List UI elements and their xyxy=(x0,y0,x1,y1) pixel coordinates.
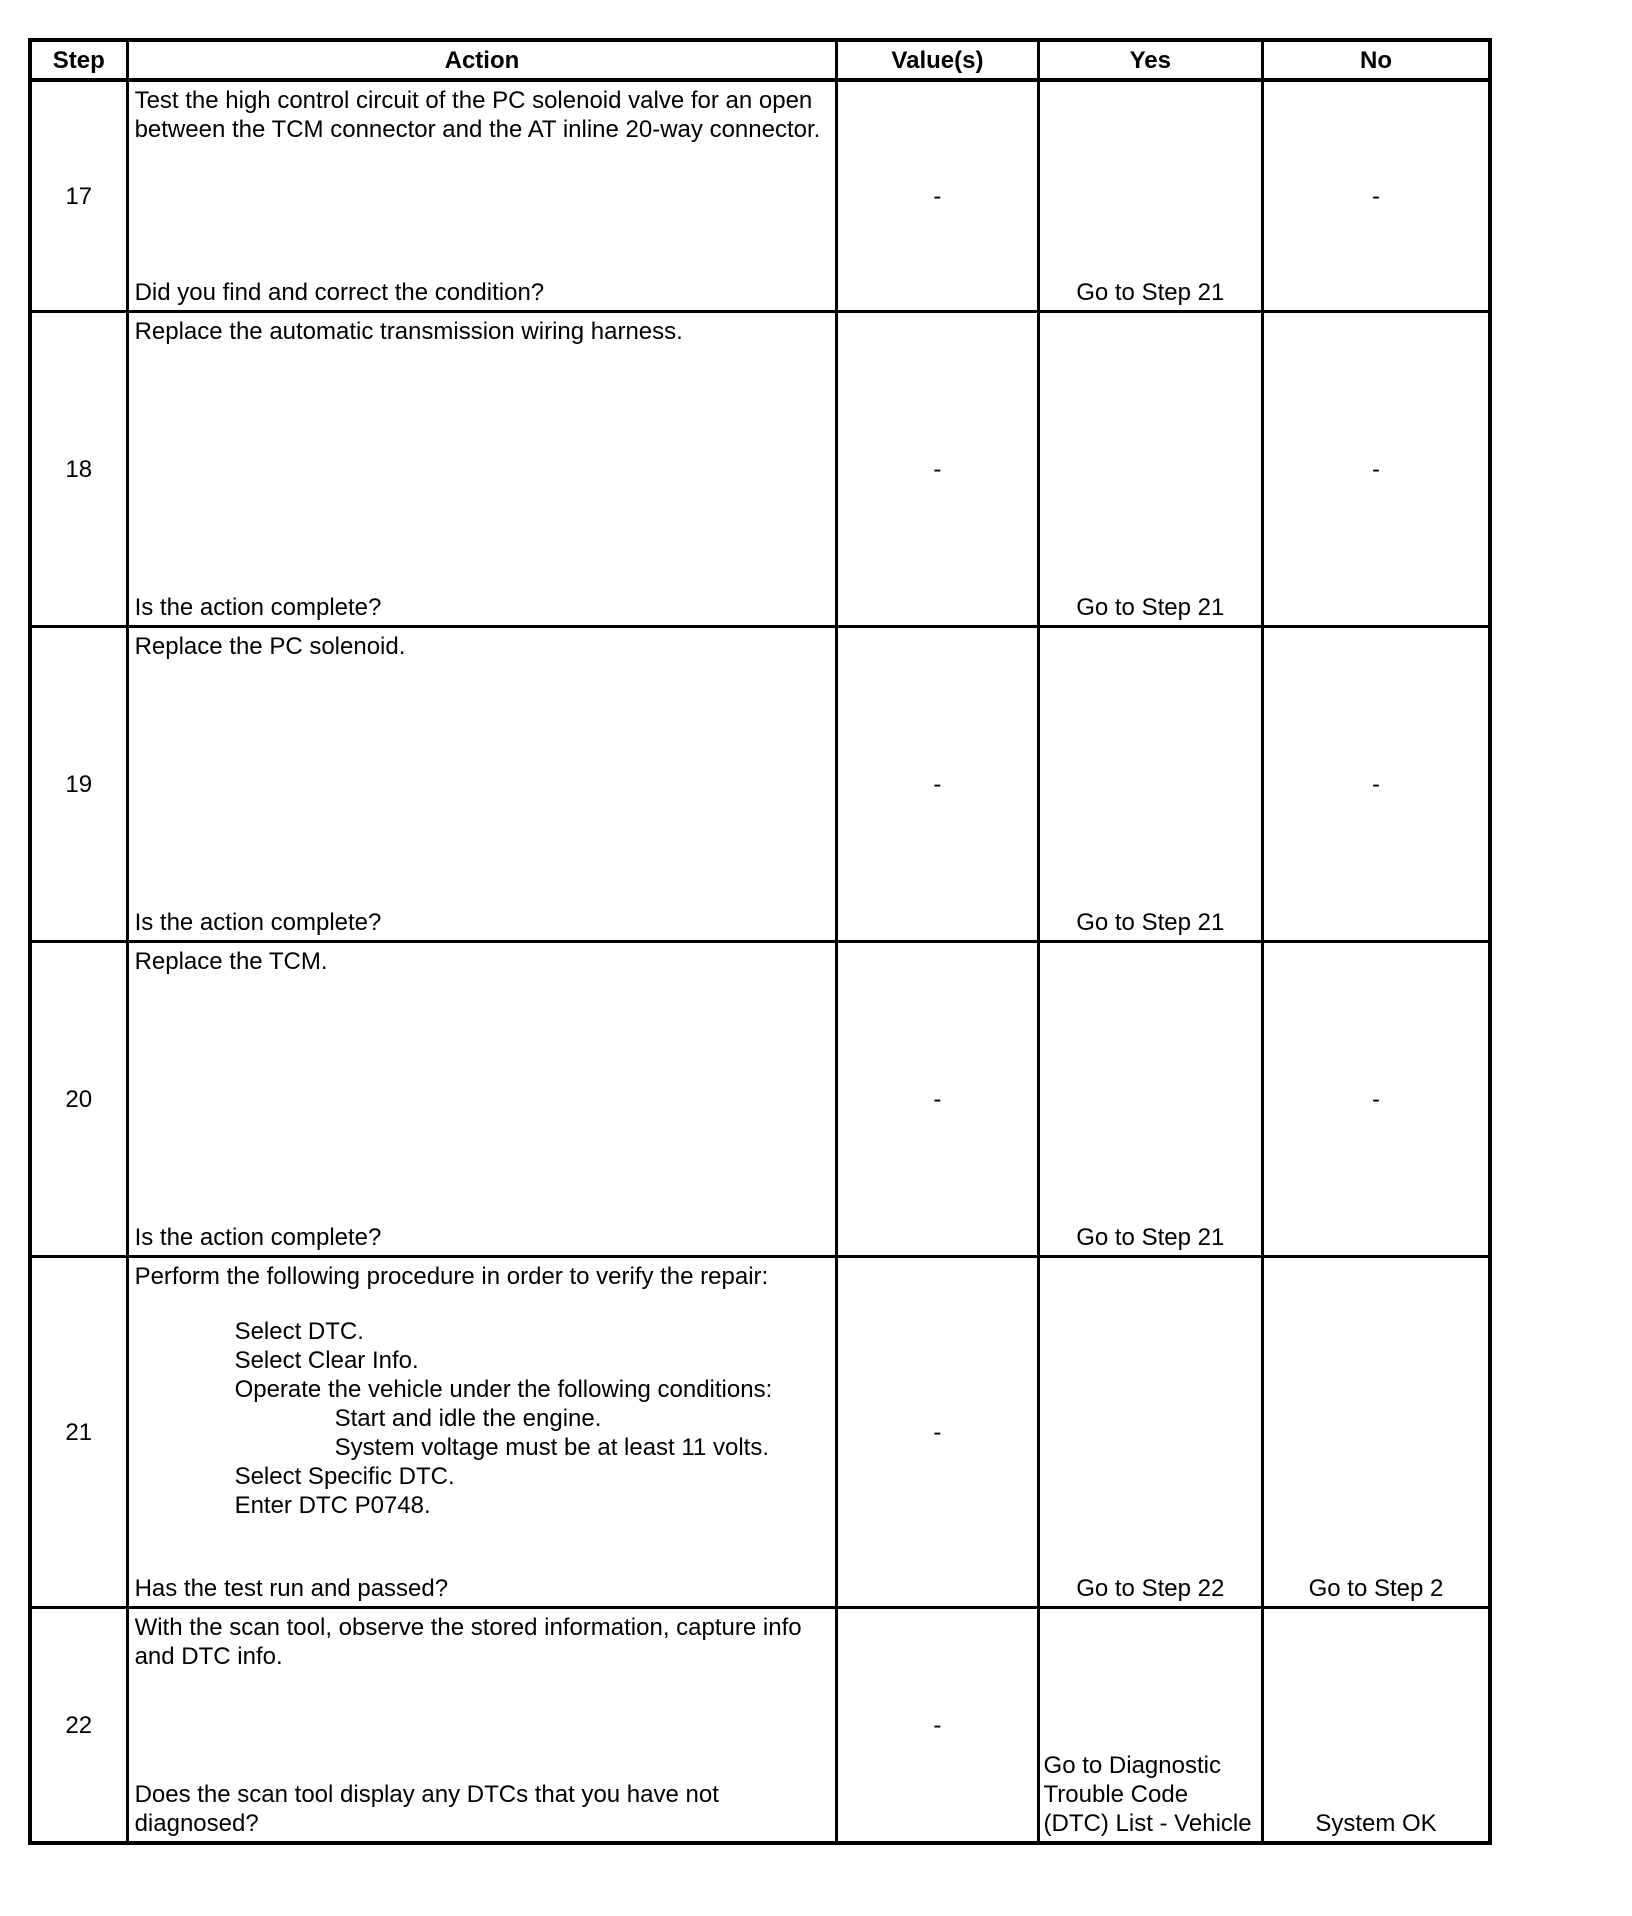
yes-result: Go to Step 21 xyxy=(1076,1224,1225,1251)
action-text: Replace the TCM. xyxy=(134,948,328,975)
action-cell xyxy=(127,312,837,627)
action-cell xyxy=(127,627,837,942)
yes-result: Go to Step 22 xyxy=(1076,1575,1225,1602)
action-cell xyxy=(127,1608,837,1844)
action-text: Test the high control circuit of the PC solenoid valve for an open between the TCM connector and the AT inline 20-way connector. xyxy=(134,87,821,143)
no-result: Go to Step 2 xyxy=(1308,1575,1444,1602)
value-cell: - xyxy=(837,80,1038,312)
no-cell: - xyxy=(1262,312,1490,627)
no-cell xyxy=(1262,1608,1490,1844)
table-row xyxy=(30,627,1490,942)
procedure-substep: Start and idle the engine. xyxy=(334,1405,602,1432)
header-action: Action xyxy=(127,40,837,80)
yes-cell xyxy=(1038,942,1262,1257)
procedure-step: Enter DTC P0748. xyxy=(234,1492,431,1519)
diagnostic-table xyxy=(28,38,1492,1845)
step-number: 17 xyxy=(30,80,127,312)
procedure-step: Select DTC. xyxy=(234,1318,364,1345)
no-cell: - xyxy=(1262,942,1490,1257)
procedure-step: Operate the vehicle under the following conditions: xyxy=(234,1376,773,1403)
table-row xyxy=(30,312,1490,627)
yes-cell xyxy=(1038,80,1262,312)
value-cell: - xyxy=(837,627,1038,942)
procedure-step: Select Clear Info. xyxy=(234,1347,419,1374)
step-number: 20 xyxy=(30,942,127,1257)
value-cell: - xyxy=(837,312,1038,627)
no-cell: - xyxy=(1262,627,1490,942)
procedure-substep: System voltage must be at least 11 volts. xyxy=(334,1434,769,1461)
yes-result: Go to Step 21 xyxy=(1076,909,1225,936)
step-number: 19 xyxy=(30,627,127,942)
no-result: System OK xyxy=(1315,1810,1437,1837)
action-question: Is the action complete? xyxy=(134,909,382,936)
yes-result: Go to Step 21 xyxy=(1076,279,1225,306)
action-question: Does the scan tool display any DTCs that you have not diagnosed? xyxy=(134,1781,719,1837)
header-step: Step xyxy=(30,40,127,80)
table-row xyxy=(30,80,1490,312)
header-yes: Yes xyxy=(1038,40,1262,80)
table-row xyxy=(30,1257,1490,1608)
step-number: 18 xyxy=(30,312,127,627)
value-cell: - xyxy=(837,942,1038,1257)
yes-result: Go to Step 21 xyxy=(1076,594,1225,621)
table-row xyxy=(30,942,1490,1257)
procedure-step: Select Specific DTC. xyxy=(234,1463,455,1490)
yes-cell xyxy=(1038,1608,1262,1844)
action-cell xyxy=(127,1257,837,1608)
yes-cell xyxy=(1038,627,1262,942)
value-cell: - xyxy=(837,1608,1038,1844)
action-question: Did you find and correct the condition? xyxy=(134,279,545,306)
value-cell: - xyxy=(837,1257,1038,1608)
no-cell xyxy=(1262,1257,1490,1608)
yes-cell xyxy=(1038,1257,1262,1608)
action-question: Is the action complete? xyxy=(134,594,382,621)
action-cell xyxy=(127,942,837,1257)
step-number: 22 xyxy=(30,1608,127,1844)
header-no: No xyxy=(1262,40,1490,80)
step-number: 21 xyxy=(30,1257,127,1608)
no-cell: - xyxy=(1262,80,1490,312)
header-row xyxy=(30,40,1490,80)
yes-result: Go to Diagnostic Trouble Code (DTC) List - Vehicle xyxy=(1043,1752,1252,1837)
procedure-list xyxy=(135,1317,830,1520)
action-question: Has the test run and passed? xyxy=(134,1575,449,1602)
header-values: Value(s) xyxy=(837,40,1038,80)
action-text: Replace the PC solenoid. xyxy=(134,633,406,660)
action-text: Replace the automatic transmission wiring harness. xyxy=(134,318,683,345)
action-text: Perform the following procedure in order to verify the repair: xyxy=(134,1263,769,1290)
action-text: With the scan tool, observe the stored information, capture info and DTC info. xyxy=(134,1614,802,1670)
table-row xyxy=(30,1608,1490,1844)
action-cell xyxy=(127,80,837,312)
action-question: Is the action complete? xyxy=(134,1224,382,1251)
yes-cell xyxy=(1038,312,1262,627)
